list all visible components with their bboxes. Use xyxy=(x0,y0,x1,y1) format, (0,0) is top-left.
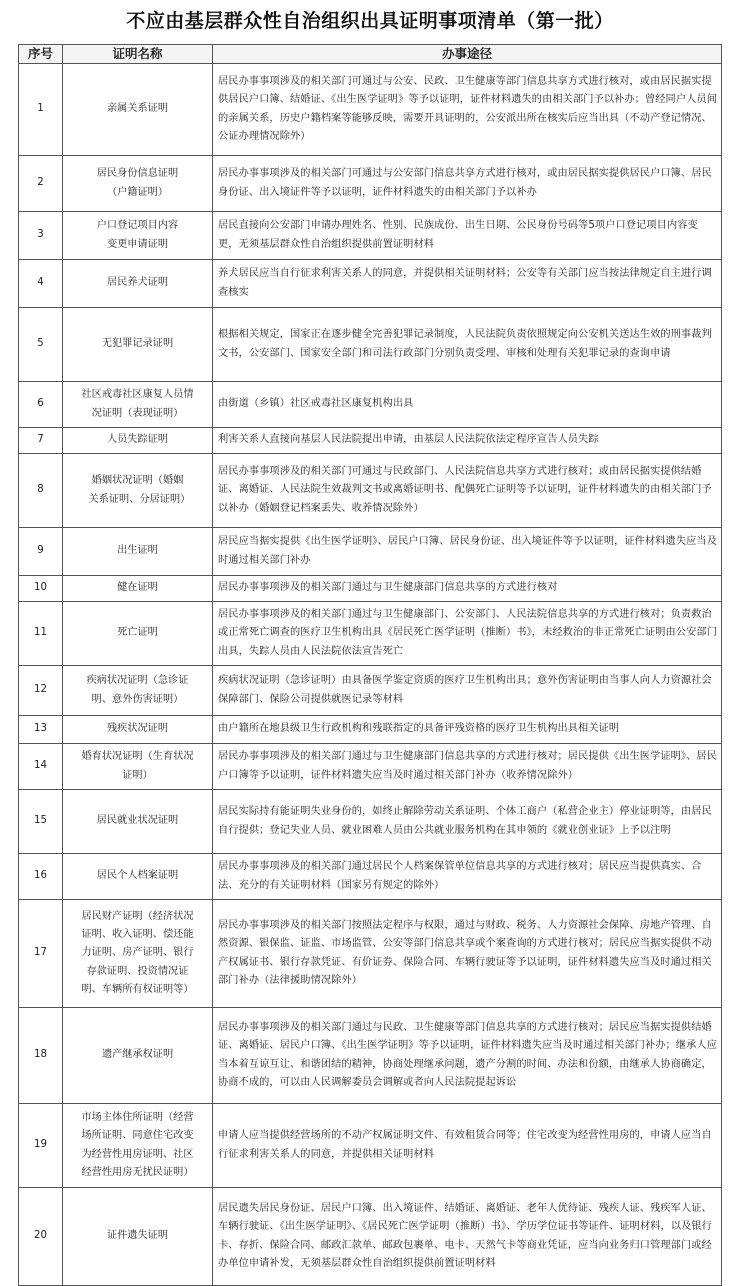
row-name-text: 居民个人档案证明 xyxy=(96,870,179,882)
row-name-text: 出生证明 xyxy=(117,545,158,557)
row-name-text: 居民就业状况证明 xyxy=(96,815,179,827)
table-row xyxy=(19,308,722,382)
row-num: 20 xyxy=(19,1188,63,1286)
row-path: 居民实际持有能证明失业身份的，如终止解除劳动关系证明、个体工商户（私营企业主）停业证明等，由居民自行提供；登记失业人员、就业困难人员由公共就业服务机构在其申领的《就业创业证》上予以注明 xyxy=(213,790,722,854)
row-num: 15 xyxy=(19,790,63,854)
row-path: 由户籍所在地县级卫生行政机构和残联指定的具备评残资格的医疗卫生机构出具相关证明 xyxy=(213,716,722,744)
row-name xyxy=(63,528,213,576)
row-path: 居民办事事项涉及的相关部门可通过与公安、民政、卫生健康等部门信息共享方式进行核对，或由居民据实提供居民户口簿、结婚证、《出生医学证明》等予以证明，证件材料遗失的由相关部门予以补办；曾经同户人员间的亲属关系，历史户籍档案等能够反映，需要开具证明的，公安派出所在核实后应当出具（不动产登记情况、公证办理情况除外） xyxy=(213,64,722,156)
row-num: 14 xyxy=(19,744,63,790)
row-name xyxy=(63,260,213,308)
row-name xyxy=(63,854,213,900)
header-num: 序号 xyxy=(19,45,63,64)
row-name xyxy=(63,1104,213,1188)
row-name-text: 居民身份信息证明（户籍证明） xyxy=(96,168,179,198)
table-row xyxy=(19,428,722,454)
table-row xyxy=(19,744,722,790)
table-row xyxy=(19,602,722,666)
row-num: 7 xyxy=(19,428,63,454)
table-row xyxy=(19,212,722,260)
row-num: 17 xyxy=(19,900,63,1008)
table-row xyxy=(19,528,722,576)
row-num: 1 xyxy=(19,64,63,156)
row-name-text: 婚姻状况证明（婚姻关系证明、分居证明） xyxy=(88,475,191,505)
table-header-row xyxy=(19,45,722,64)
document-title: 不应由基层群众性自治组织出具证明事项清单（第一批） xyxy=(126,10,614,32)
row-name-text: 社区戒毒社区康复人员情况证明（表现证明） xyxy=(81,389,194,419)
row-name xyxy=(63,156,213,212)
table-row xyxy=(19,790,722,854)
table-row xyxy=(19,854,722,900)
row-num: 9 xyxy=(19,528,63,576)
row-path: 居民应当据实提供《出生医学证明》、居民户口簿、居民身份证、出入境证件等予以证明，证件材料遗失应当及时通过相关部门补办 xyxy=(213,528,722,576)
row-name xyxy=(63,382,213,428)
row-name xyxy=(63,744,213,790)
row-num: 5 xyxy=(19,308,63,382)
row-path: 居民直接向公安部门申请办理姓名、性别、民族成份、出生日期、公民身份号码等5项户口登记项目内容变更，无须基层群众性自治组织提供前置证明材料 xyxy=(213,212,722,260)
row-path: 居民办事事项涉及的相关部门通过与卫生健康部门信息共享的方式进行核对 xyxy=(213,576,722,602)
table-row xyxy=(19,156,722,212)
row-name-text: 亲属关系证明 xyxy=(106,103,169,115)
row-num: 10 xyxy=(19,576,63,602)
row-name-text: 婚育状况证明（生育状况证明） xyxy=(81,751,194,781)
table-row xyxy=(19,260,722,308)
row-num: 3 xyxy=(19,212,63,260)
row-name-text: 无犯罪记录证明 xyxy=(101,338,174,350)
row-path: 居民办事事项涉及的相关部门按照法定程序与权限，通过与财政、税务、人力资源社会保障、房地产管理、自然资源、银保监、证监、市场监管、公安等部门信息共享或个案查询的方式进行核对；居民应当据实提供不动产权属证书、银行存款凭证、有价证券、保险合同、车辆行驶证等予以证明，证件材料遗失应当及时通过相关部门补办（法律援助情况除外） xyxy=(213,900,722,1008)
row-num: 4 xyxy=(19,260,63,308)
row-num: 6 xyxy=(19,382,63,428)
row-name-text: 户口登记项目内容变更申请证明 xyxy=(96,220,179,250)
row-num: 19 xyxy=(19,1104,63,1188)
row-path: 利害关系人直接向基层人民法院提出申请，由基层人民法院依法定程序宣告人员失踪 xyxy=(213,428,722,454)
row-name-text: 市场主体住所证明（经营场所证明、同意住宅改变为经营性用房证明、社区经营性用房无扰民证明） xyxy=(81,1112,194,1178)
table-row xyxy=(19,382,722,428)
row-path: 居民办事事项涉及的相关部门可通过与公安部门信息共享方式进行核对，或由居民据实提供居民户口簿、居民身份证、出入境证件等予以证明，证件材料遗失的由相关部门予以补办 xyxy=(213,156,722,212)
row-num: 16 xyxy=(19,854,63,900)
table-row xyxy=(19,576,722,602)
row-path: 居民办事事项涉及的相关部门通过与卫生健康部门信息共享的方式进行核对；居民提供《出生医学证明》、居民户口簿等予以证明，证件材料遗失应当及时通过相关部门补办（收养情况除外） xyxy=(213,744,722,790)
row-name xyxy=(63,1008,213,1104)
row-path: 居民办事事项涉及的相关部门通过居民个人档案保管单位信息共享的方式进行核对；居民应当提供真实、合法、充分的有关证明材料（国家另有规定的除外） xyxy=(213,854,722,900)
row-name-text: 遗产继承权证明 xyxy=(101,1049,174,1061)
row-name-text: 居民养犬证明 xyxy=(106,277,169,289)
row-name-text: 证件遗失证明 xyxy=(106,1230,169,1242)
row-path: 由街道（乡镇）社区戒毒社区康复机构出具 xyxy=(213,382,722,428)
row-name-text: 残疾状况证明 xyxy=(106,723,169,735)
row-name-text: 疾病状况证明（急诊证明、意外伤害证明） xyxy=(86,675,189,705)
row-path: 申请人应当提供经营场所的不动产权属证明文件、有效租赁合同等；住宅改变为经营性用房的，申请人应当自行征求利害关系人的同意，并提供相关证明材料 xyxy=(213,1104,722,1188)
row-name xyxy=(63,576,213,602)
table-row xyxy=(19,1188,722,1286)
table-row xyxy=(19,716,722,744)
row-path: 居民办事事项涉及的相关部门通过与民政、卫生健康等部门信息共享的方式进行核对；居民应当据实提供结婚证、离婚证、居民户口簿、《出生医学证明》等予以证明，证件材料遗失应当及时通过相关部门补办；继承人应当本着互谅互让、和谐团结的精神，协商处理继承问题，遗产分割的时间、办法和份额，由继承人协商确定，协商不成的，可以由人民调解委员会调解或者向人民法院提起诉讼 xyxy=(213,1008,722,1104)
row-num: 8 xyxy=(19,454,63,528)
row-name xyxy=(63,64,213,156)
table-row xyxy=(19,666,722,716)
table-row xyxy=(19,1104,722,1188)
row-num: 18 xyxy=(19,1008,63,1104)
row-path: 疾病状况证明（急诊证明）由具备医学鉴定资质的医疗卫生机构出具；意外伤害证明由当事人向人力资源社会保障部门、保险公司提供就医记录等材料 xyxy=(213,666,722,716)
row-num: 2 xyxy=(19,156,63,212)
table-row xyxy=(19,900,722,1008)
row-path: 居民办事事项涉及的相关部门可通过与民政部门、人民法院信息共享方式进行核对；或由居民据实提供结婚证、离婚证、人民法院生效裁判文书或离婚证明书、配偶死亡证明等予以证明，证件材料遗失的由相关部门予以补办（婚姻登记档案丢失、收养情况除外） xyxy=(213,454,722,528)
row-path: 居民办事事项涉及的相关部门通过与卫生健康部门、公安部门、人民法院信息共享的方式进行核对；负责救治或正常死亡调查的医疗卫生机构出具《居民死亡医学证明（推断）书》，未经救治的非正常死亡证明由公安部门出具，失踪人员由人民法院依法宣告死亡 xyxy=(213,602,722,666)
row-num: 13 xyxy=(19,716,63,744)
row-name xyxy=(63,716,213,744)
row-name-text: 人员失踪证明 xyxy=(106,434,169,446)
table-row xyxy=(19,1008,722,1104)
row-name xyxy=(63,602,213,666)
row-name xyxy=(63,428,213,454)
row-name xyxy=(63,308,213,382)
row-name xyxy=(63,900,213,1008)
table-row xyxy=(19,64,722,156)
row-path: 居民遗失居民身份证、居民户口簿、出入境证件、结婚证、离婚证、老年人优待证、残疾人证、残疾军人证、车辆行驶证、《出生医学证明》、《居民死亡医学证明（推断）书》、学历学位证书等证件、证明材料，以及银行卡、存折、保险合同、邮政汇款单、邮政包裹单、电卡、天然气卡等商业凭证，应当向业务归口管理部门或经办单位申请补发，无须基层群众性自治组织提供前置证明材料 xyxy=(213,1188,722,1286)
row-num: 12 xyxy=(19,666,63,716)
row-path: 根据相关规定，国家正在逐步健全完善犯罪记录制度，人民法院负责依照规定向公安机关送达生效的刑事裁判文书，公安部门、国家安全部门和司法行政部门分别负责受理、审核和处理有关犯罪记录的查询申请 xyxy=(213,308,722,382)
header-name: 证明名称 xyxy=(63,45,213,64)
row-name xyxy=(63,1188,213,1286)
row-name xyxy=(63,790,213,854)
row-num: 11 xyxy=(19,602,63,666)
table-row xyxy=(19,454,722,528)
row-name-text: 健在证明 xyxy=(117,582,158,594)
row-name-text: 居民财产证明（经济状况证明、收入证明、偿还能力证明、房产证明、银行存款证明、投资情况证明、车辆所有权证明等） xyxy=(81,910,194,995)
certificate-list-table xyxy=(18,44,722,1286)
row-name xyxy=(63,212,213,260)
row-name-text: 死亡证明 xyxy=(117,627,158,639)
header-path: 办事途径 xyxy=(213,45,722,64)
row-name xyxy=(63,666,213,716)
row-name xyxy=(63,454,213,528)
row-path: 养犬居民应当自行征求利害关系人的同意，并提供相关证明材料；公安等有关部门应当按法律规定自主进行调查核实 xyxy=(213,260,722,308)
